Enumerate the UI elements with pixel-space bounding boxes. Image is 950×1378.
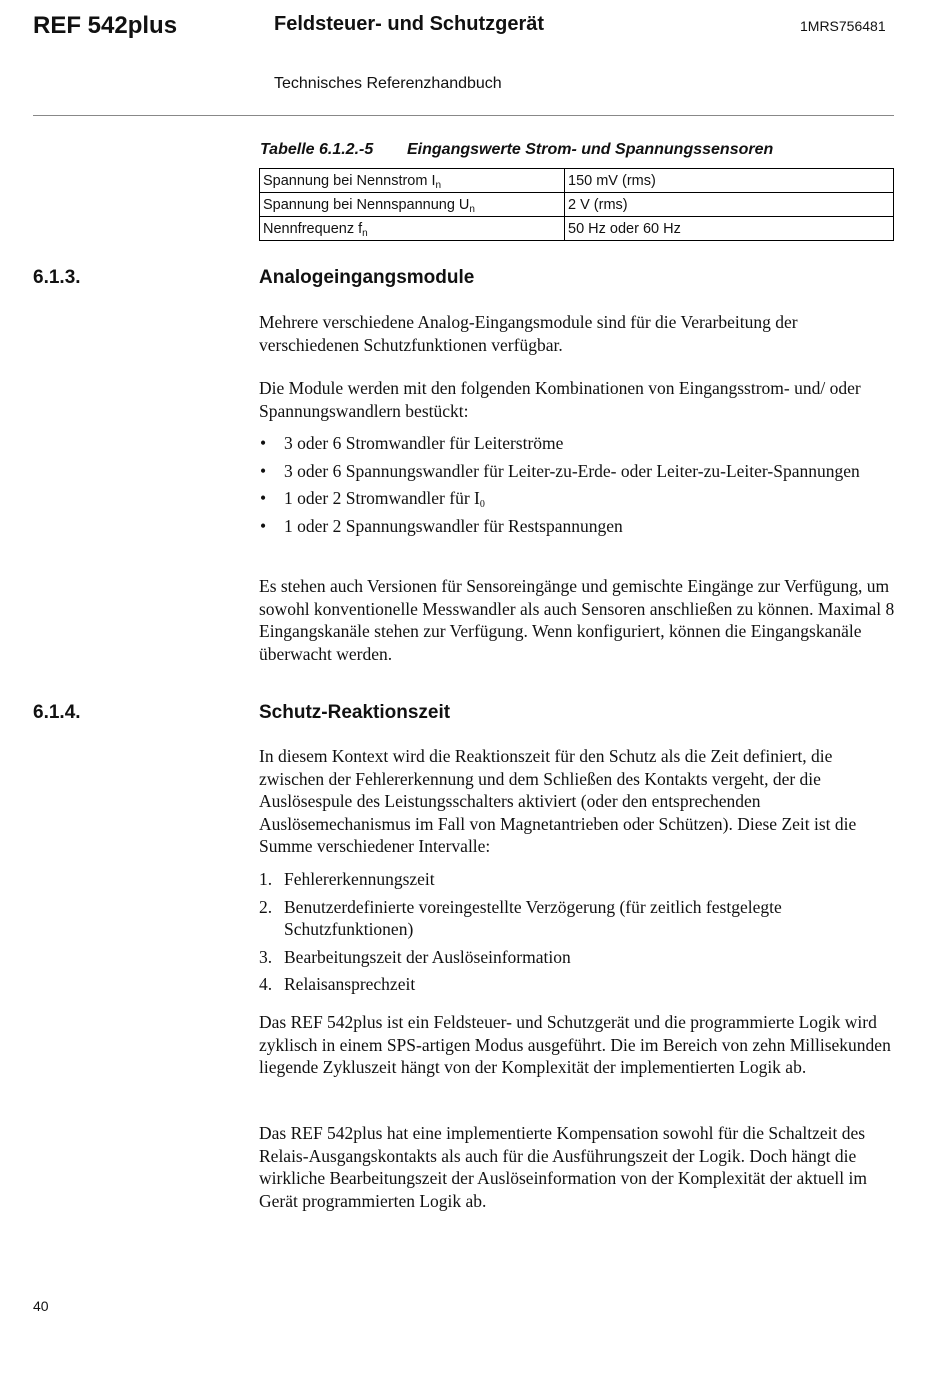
list-item: • 1 oder 2 Stromwandler für $I_0$	[259, 487, 899, 510]
paragraph: Die Module werden mit den folgenden Kombinationen von Eingangsstrom- und/ oder Spannungswandlern bestückt:	[259, 378, 861, 421]
paragraph: Das REF 542plus ist ein Feldsteuer- und Schutzgerät und die programmierte Logik wird zyklisch in einem SPS-artigen Modus ausgeführt. Die im Bereich von zehn Millisekunden liegende Zykluszeit hängt von der Komplexität der implementierten Logik ab.	[259, 1012, 891, 1077]
table-cell-label: Spannung bei Nennstrom $I_n$	[260, 169, 565, 193]
section-title: Schutz-Reaktionszeit	[259, 702, 451, 723]
sensor-input-table	[259, 168, 894, 241]
paragraph: Das REF 542plus hat eine implementierte Kompensation sowohl für die Schaltzeit des Relais-Ausgangskontakts als auch für die Ausführungszeit der Logik. Doch hängt die wirkliche Bearbeitungszeit der Auslöseinformation von der Komplexität der aktuell im Gerät programmierten Logik ab.	[259, 1123, 867, 1211]
page-number: 40	[33, 1298, 49, 1314]
table-caption-text: Eingangswerte Strom- und Spannungssensoren	[407, 141, 774, 158]
table-row	[260, 169, 894, 193]
numbered-list	[259, 868, 899, 1001]
paragraph: Es stehen auch Versionen für Sensoreingänge und gemischte Eingänge zur Verfügung, um sowohl konventionelle Messwandler als auch Sensoren anschließen zu können. Maximal 8 Eingangskanäle stehen zur Verfügung. Wenn konfiguriert, können die Eingangskanäle überwacht werden.	[259, 576, 895, 664]
header-divider	[33, 115, 894, 116]
paragraph: Mehrere verschiedene Analog-Eingangsmodule sind für die Verarbeitung der verschiedenen Schutzfunktionen verfügbar.	[259, 312, 798, 355]
list-item: • 3 oder 6 Spannungswandler für Leiter-zu-Erde- oder Leiter-zu-Leiter-Spannungen	[259, 460, 899, 483]
list-item: • 1 oder 2 Spannungswandler für Restspannungen	[259, 515, 899, 538]
table-cell-value: 150 mV (rms)	[565, 169, 894, 193]
table-cell-label: Spannung bei Nennspannung $U_n$	[260, 193, 565, 217]
table-caption	[260, 141, 773, 159]
list-item: • 3 oder 6 Stromwandler für Leiterströme	[259, 432, 899, 455]
document-id: 1MRS756481	[800, 18, 886, 34]
table-cell-label: Nennfrequenz $f_n$	[260, 217, 565, 241]
table-cell-value: 2 V (rms)	[565, 193, 894, 217]
product-name: REF 542plus	[33, 12, 178, 39]
table-cell-value: 50 Hz oder 60 Hz	[565, 217, 894, 241]
section-title: Analogeingangsmodule	[259, 267, 475, 288]
list-item: 1. Fehlererkennungszeit	[259, 869, 435, 889]
list-item: 4. Relaisansprechzeit	[259, 974, 416, 994]
table-number: Tabelle 6.1.2.-5	[260, 141, 374, 158]
table-row	[260, 217, 894, 241]
bullet-list	[259, 432, 899, 542]
paragraph: In diesem Kontext wird die Reaktionszeit für den Schutz als die Zeit definiert, die zwischen der Fehlererkennung und dem Schließen des Kontakts vergeht, der die Auslösespule des Leistungsschalters aktiviert (oder den entsprechenden Auslösemechanismus im Fall von Magnetantrieben oder Schützen). Diese Zeit ist die Summe verschiedener Intervalle:	[259, 746, 857, 856]
section-number: 6.1.3.	[33, 267, 81, 288]
table-row	[260, 193, 894, 217]
document-title: Feldsteuer- und Schutzgerät	[274, 13, 545, 35]
list-item: 3. Bearbeitungszeit der Auslöseinformation	[259, 946, 571, 967]
list-item: 2. Benutzerdefinierte voreingestellte Verzögerung (für zeitlich festgelegte Schutzfunktionen)	[259, 896, 782, 939]
section-number: 6.1.4.	[33, 702, 81, 723]
document-subtitle: Technisches Referenzhandbuch	[274, 75, 502, 92]
